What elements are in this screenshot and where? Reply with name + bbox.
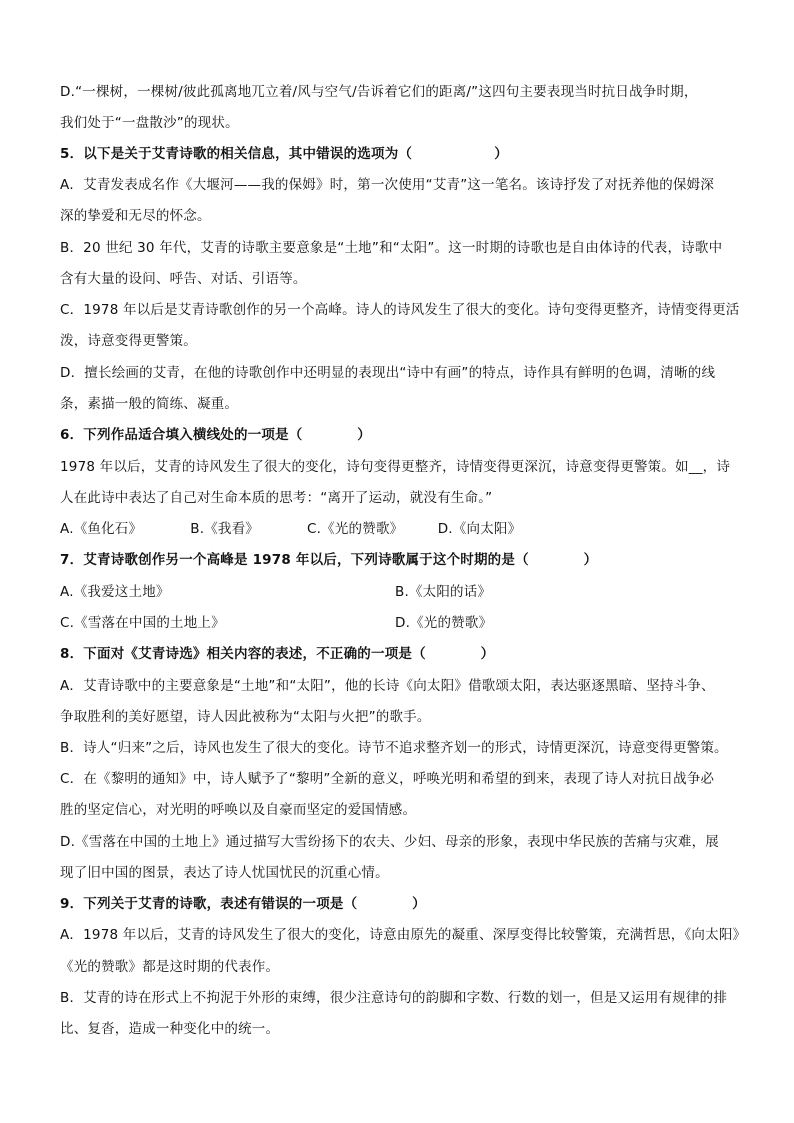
q8-option-b: B．诗人“归来”之后，诗风也发生了很大的变化。诗节不追求整齐划一的形式，诗情更深沉，诗意变得更警策。 xyxy=(60,740,728,756)
q6-options: A.《鱼化石》 B.《我看》 C.《光的赞歌》 D.《向太阳》 xyxy=(60,521,522,537)
q7-question: 7．艾青诗歌创作另一个高峰是 1978 年以后，下列诗歌属于这个时期的是（ ） xyxy=(60,552,598,568)
q7-options-row2 xyxy=(60,613,750,633)
q4-option-d-line2: 我们处于“一盘散沙”的现状。 xyxy=(60,115,239,131)
q5-option-a-line2: 深的挚爱和无尽的怀念。 xyxy=(60,208,211,224)
q7-option-d: D.《光的赞歌》 xyxy=(395,615,493,631)
q9-option-a-line2: 《光的赞歌》都是这时期的代表作。 xyxy=(60,959,280,975)
q7-option-c: C.《雪落在中国的土地上》 xyxy=(60,615,225,631)
q5-option-d-line1: D．擅长绘画的艾青，在他的诗歌创作中还明显的表现出“诗中有画”的特点，诗作具有鲜明的色调，清晰的线 xyxy=(60,365,716,381)
q9-question: 9．下列关于艾青的诗歌，表述有错误的一项是（ ） xyxy=(60,896,426,912)
q7-options-row1 xyxy=(60,582,750,602)
q9-option-b-line1: B．艾青的诗在形式上不拘泥于外形的束缚，很少注意诗句的韵脚和字数、行数的划一，但是又运用有规律的排 xyxy=(60,990,728,1006)
q6-stem-line2: 人在此诗中表达了自己对生命本质的思考：“离开了运动，就没有生命。” xyxy=(60,490,493,506)
q5-option-d-line2: 条，素描一般的简练、凝重。 xyxy=(60,396,239,412)
q5-option-c-line2: 泼，诗意变得更警策。 xyxy=(60,333,197,349)
q7-option-a: A.《我爱这土地》 xyxy=(60,584,170,600)
q9-option-b-line2: 比、复沓，造成一种变化中的统一。 xyxy=(60,1021,280,1037)
q8-option-a-line2: 争取胜利的美好愿望，诗人因此被称为“太阳与火把”的歌手。 xyxy=(60,709,431,725)
q8-option-c-line2: 胜的坚定信心，对光明的呼唤以及自豪而坚定的爱国情感。 xyxy=(60,802,417,818)
q5-option-b-line1: B．20 世纪 30 年代，艾青的诗歌主要意象是“土地”和“太阳”。这一时期的诗歌也是自由体诗的代表，诗歌中 xyxy=(60,240,723,256)
q8-option-d-line1: D.《雪落在中国的土地上》通过描写大雪纷扬下的农夫、少妇、母亲的形象，表现中华民族的苦痛与灾难，展 xyxy=(60,834,719,850)
q5-question: 5．以下是关于艾青诗歌的相关信息，其中错误的选项为（ ） xyxy=(60,146,508,162)
q9-option-a-line1: A．1978 年以后，艾青的诗风发生了很大的变化，诗意由原先的凝重、深厚变得比较警策，充满哲思，《向太阳》 xyxy=(60,927,747,943)
q5-option-b-line2: 含有大量的设问、呼告、对话、引语等。 xyxy=(60,271,307,287)
q8-option-c-line1: C．在《黎明的通知》中，诗人赋予了“黎明”全新的意义，呼唤光明和希望的到来，表现了诗人对抗日战争必 xyxy=(60,771,715,787)
q8-option-d-line2: 现了旧中国的图景，表达了诗人忧国忧民的沉重心情。 xyxy=(60,865,389,881)
q6-stem-line1: 1978 年以后，艾青的诗风发生了很大的变化，诗句变得更整齐，诗情变得更深沉，诗意变得更警策。如__，诗 xyxy=(60,459,731,475)
q7-option-b: B.《太阳的话》 xyxy=(395,584,492,600)
q8-option-a-line1: A．艾青诗歌中的主要意象是“土地”和“太阳”，他的长诗《向太阳》借歌颂太阳，表达驱逐黑暗、坚持斗争、 xyxy=(60,678,715,694)
q5-option-c-line1: C．1978 年以后是艾青诗歌创作的另一个高峰。诗人的诗风发生了很大的变化。诗句变得更整齐，诗情变得更活 xyxy=(60,302,740,318)
q5-option-a-line1: A．艾青发表成名作《大堰河——我的保姆》时，第一次使用“艾青”这一笔名。该诗抒发了对抚养他的保姆深 xyxy=(60,177,715,193)
q8-question: 8．下面对《艾青诗选》相关内容的表述，不正确的一项是（ ） xyxy=(60,646,495,662)
q6-question: 6．下列作品适合填入横线处的一项是（ ） xyxy=(60,427,371,443)
q4-option-d-line1: D.“一棵树，一棵树/彼此孤离地兀立着/风与空气/告诉着它们的距离/”这四句主要表现当时抗日战争时期， xyxy=(60,84,698,100)
